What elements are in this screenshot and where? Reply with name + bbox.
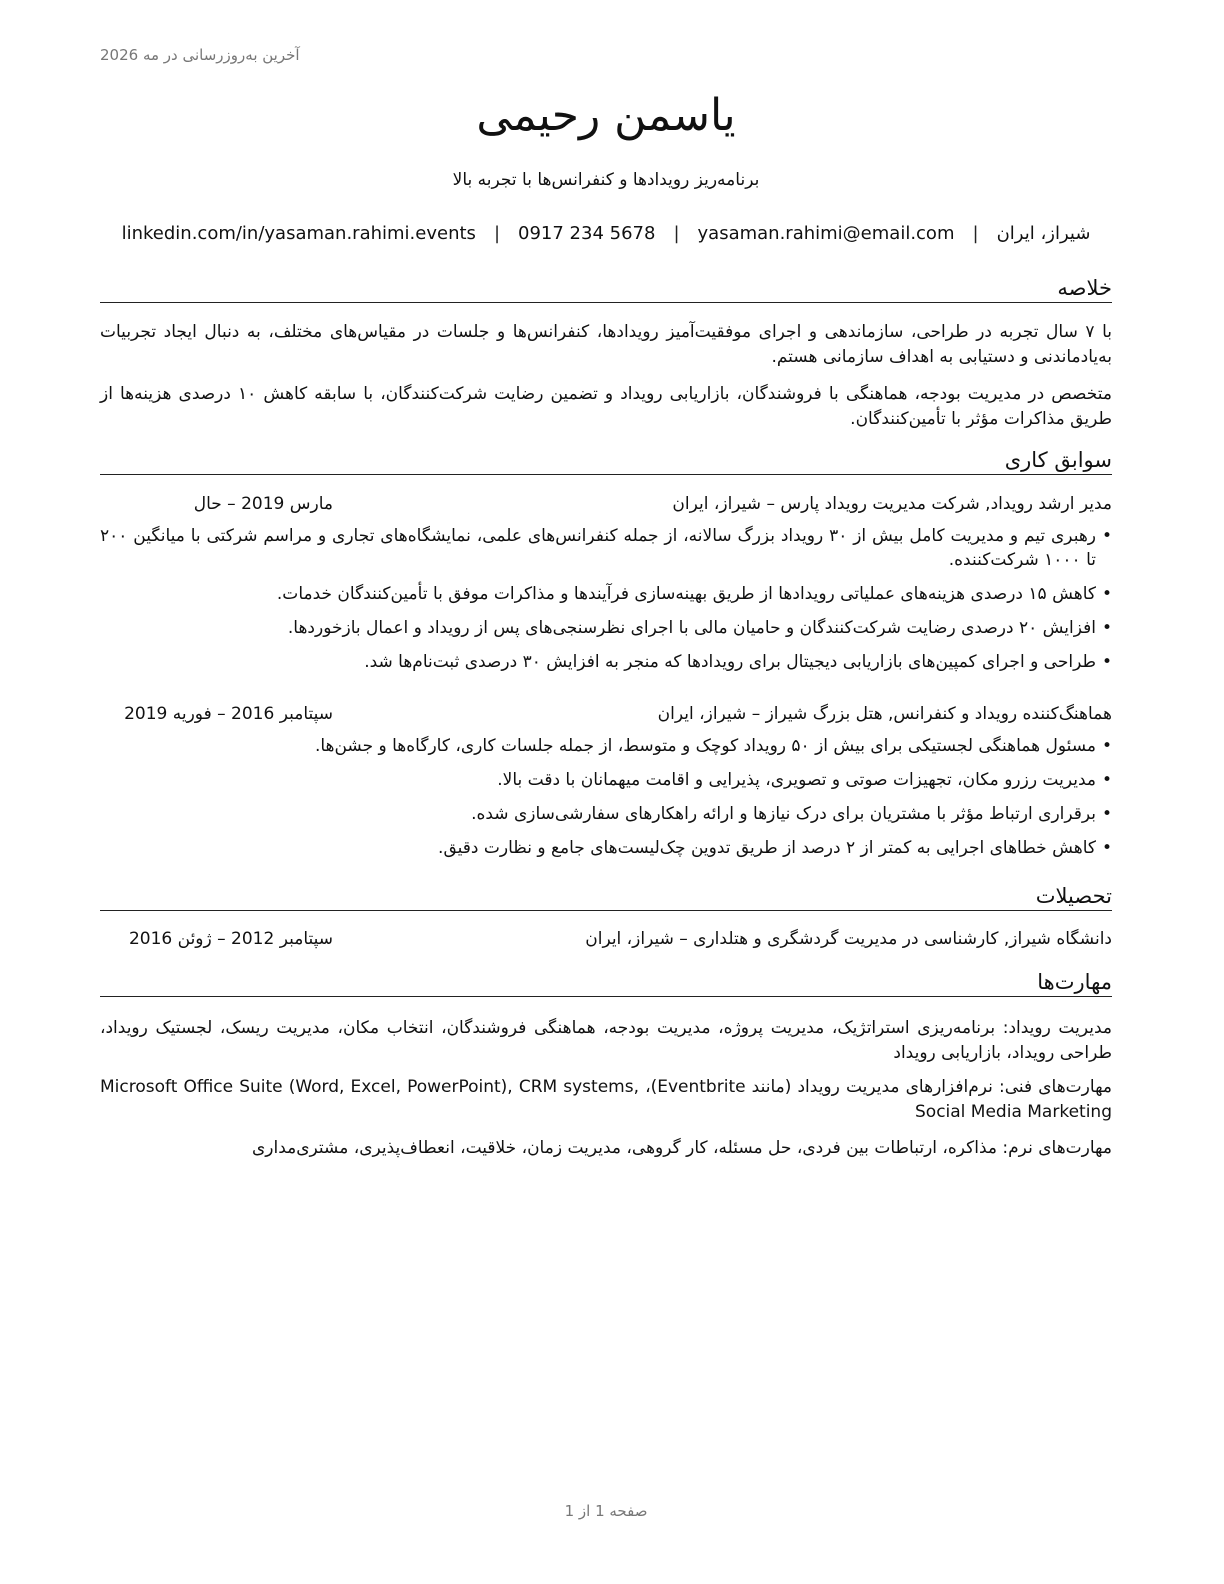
skill-line-soft: مهارت‌های نرم: مذاکره، ارتباطات بین فردی، حل مسئله، کار گروهی، مدیریت زمان، خلاقیت، انعطاف‌پذیری، مشتری‌مداری: [251, 1138, 1112, 1158]
list-item: • مسئول هماهنگی لجستیکی برای بیش از ۵۰ رویداد کوچک و متوسط، از جمله جلسات کاری، کارگاه‌ها و جشن‌ها.: [100, 734, 1112, 758]
contact-location: شیراز، ایران: [996, 223, 1091, 244]
contact-line: [100, 223, 1112, 244]
list-item: • افزایش ۲۰ درصدی رضایت شرکت‌کنندگان و حامیان مالی با اجرای نظرسنجی‌های پس از رویداد و اعمال بازخوردها.: [100, 616, 1112, 640]
job-1-title: مدیر ارشد رویداد, شرکت مدیریت رویداد پارس – شیراز، ایران: [672, 494, 1112, 514]
list-item: • کاهش خطاهای اجرایی به کمتر از ۲ درصد از طریق تدوین چک‌لیست‌های جامع و نظارت دقیق.: [100, 836, 1112, 860]
job-1-header: [100, 494, 1112, 514]
page-number: صفحه 1 از 1: [564, 1502, 648, 1520]
job-2-bullets: [100, 734, 1112, 870]
contact-email[interactable]: yasaman.rahimi@email.com: [697, 223, 955, 244]
summary-paragraph-2: متخصص در مدیریت بودجه، هماهنگی با فروشندگان، بازاریابی رویداد و تضمین رضایت شرکت‌کنندگان، با سابقه کاهش ۱۰ درصدی هزینه‌ها از طریق مذاکرات مؤثر با تأمین‌کنندگان.: [100, 384, 1112, 429]
contact-separator: |: [673, 223, 680, 244]
education-title: دانشگاه شیراز, کارشناسی در مدیریت گردشگری و هتلداری – شیراز، ایران: [585, 929, 1112, 949]
last-updated: آخرین به‌روزرسانی در مه 2026: [100, 46, 300, 64]
list-item: • مدیریت رزرو مکان، تجهیزات صوتی و تصویری، پذیرایی و اقامت میهمانان با دقت بالا.: [100, 768, 1112, 792]
job-1-bullets: [100, 524, 1112, 684]
contact-separator: |: [972, 223, 979, 244]
resume-page: [100, 0, 1112, 1584]
job-2-header: [100, 704, 1112, 724]
candidate-tagline: برنامه‌ریز رویدادها و کنفرانس‌ها با تجربه بالا: [452, 170, 760, 190]
list-item: • رهبری تیم و مدیریت کامل بیش از ۳۰ رویداد بزرگ سالانه، از جمله کنفرانس‌های علمی، نمایشگاه‌های تجاری و مراسم شرکتی با میانگین ۲۰۰ تا ۱۰۰۰ شرکت‌کننده.: [100, 524, 1112, 572]
job-2-title: هماهنگ‌کننده رویداد و کنفرانس, هتل بزرگ شیراز – شیراز، ایران: [657, 704, 1112, 724]
contact-phone: 0917 234 5678: [518, 223, 656, 244]
contact-linkedin[interactable]: linkedin.com/in/yasaman.rahimi.events: [121, 223, 476, 244]
list-item: • طراحی و اجرای کمپین‌های بازاریابی دیجیتال برای رویدادها که منجر به افزایش ۳۰ درصدی ثبت‌نام‌ها شد.: [100, 650, 1112, 674]
skill-line-event-management: مدیریت رویداد: برنامه‌ریزی استراتژیک، مدیریت پروژه، مدیریت بودجه، هماهنگی فروشندگان، انتخاب مکان، مدیریت ریسک، لجستیک رویداد، طراحی رویداد، بازاریابی رویداد: [100, 1018, 1112, 1063]
summary-paragraph-1: با ۷ سال تجربه در طراحی، سازماندهی و اجرای موفقیت‌آمیز رویدادها، کنفرانس‌ها و جلسات در مقیاس‌های مختلف، به دنبال ایجاد تجربیات به‌یادماندنی و دستیابی به اهداف سازمانی هستم.: [100, 322, 1112, 367]
education-heading: تحصیلات: [100, 884, 1112, 911]
education-dates: سپتامبر 2012 – ژوئن 2016: [128, 929, 333, 949]
job-1-dates: مارس 2019 – حال: [193, 494, 333, 514]
experience-heading: سوابق کاری: [100, 448, 1112, 475]
contact-separator: |: [493, 223, 501, 244]
list-item: • کاهش ۱۵ درصدی هزینه‌های عملیاتی رویدادها از طریق بهینه‌سازی فرآیندها و مذاکرات موفق با تأمین‌کنندگان خدمات.: [100, 582, 1112, 606]
summary-heading: خلاصه: [100, 276, 1112, 303]
candidate-name: یاسمن رحیمی: [476, 90, 736, 141]
skills-heading: مهارت‌ها: [100, 970, 1112, 997]
list-item: • برقراری ارتباط مؤثر با مشتریان برای درک نیازها و ارائه راهکارهای سفارشی‌سازی شده.: [100, 802, 1112, 826]
education-entry: [100, 929, 1112, 949]
job-2-dates: سپتامبر 2016 – فوریه 2019: [124, 704, 333, 724]
skill-line-technical: مهارت‌های فنی: نرم‌افزارهای مدیریت رویداد (مانند Eventbrite)، Microsoft Office Suite (Word, Excel, PowerPoint), CRM systems, Social Media Marketing: [100, 1077, 1113, 1122]
